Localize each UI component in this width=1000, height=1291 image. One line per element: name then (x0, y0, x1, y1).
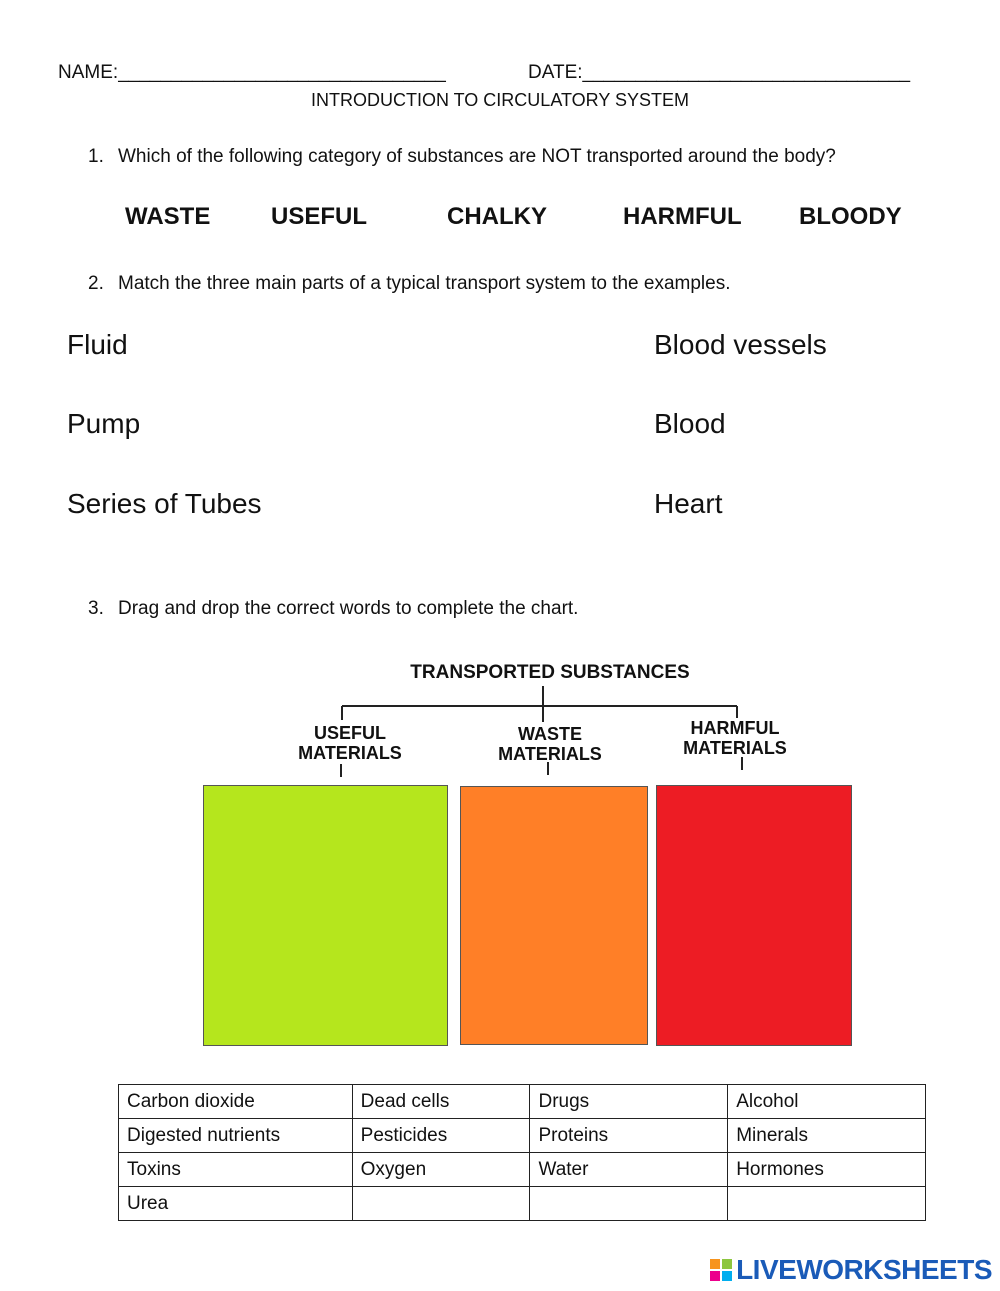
liveworksheets-logo-text: LIVEWORKSHEETS (736, 1254, 992, 1285)
word-bank-table (118, 1084, 926, 1221)
word-digested-nutrients[interactable]: Digested nutrients (119, 1119, 353, 1153)
empty-cell (530, 1187, 728, 1221)
category-label-waste (480, 724, 620, 764)
date-blank-line: _______________________________ (582, 62, 911, 83)
liveworksheets-logo (710, 1252, 992, 1288)
category-label-waste-line1: WASTE (517, 724, 582, 744)
word-carbon-dioxide[interactable]: Carbon dioxide (119, 1085, 353, 1119)
word-dead-cells[interactable]: Dead cells (352, 1085, 530, 1119)
category-label-harmful (665, 718, 805, 758)
option-bloody[interactable]: BLOODY (799, 203, 902, 230)
option-harmful[interactable]: HARMFUL (623, 203, 742, 230)
category-label-useful (280, 723, 420, 763)
word-toxins[interactable]: Toxins (119, 1153, 353, 1187)
word-proteins[interactable]: Proteins (530, 1119, 728, 1153)
category-label-useful-line1: USEFUL (314, 723, 386, 743)
question-1-text: Which of the following category of substances are NOT transported around the body? (118, 146, 836, 167)
liveworksheets-logo-icon (710, 1259, 732, 1281)
option-chalky[interactable]: CHALKY (447, 203, 547, 230)
category-label-useful-line2: MATERIALS (298, 743, 402, 763)
question-2-text: Match the three main parts of a typical transport system to the examples. (118, 273, 731, 294)
name-label: NAME: (58, 62, 119, 83)
category-label-harmful-line2: MATERIALS (683, 738, 787, 758)
date-label: DATE: (528, 62, 583, 83)
question-3-number: 3. (88, 598, 104, 619)
drop-zone-harmful-materials[interactable] (656, 785, 852, 1046)
category-label-harmful-line1: HARMFUL (690, 718, 780, 738)
match-right-heart[interactable]: Heart (654, 488, 723, 519)
word-urea[interactable]: Urea (119, 1187, 353, 1221)
drop-zone-useful-materials[interactable] (203, 785, 448, 1046)
chart-title: TRANSPORTED SUBSTANCES (410, 662, 690, 683)
word-drugs[interactable]: Drugs (530, 1085, 728, 1119)
word-water[interactable]: Water (530, 1153, 728, 1187)
word-minerals[interactable]: Minerals (728, 1119, 926, 1153)
table-row (119, 1187, 926, 1221)
table-row (119, 1085, 926, 1119)
category-label-waste-line2: MATERIALS (498, 744, 602, 764)
word-oxygen[interactable]: Oxygen (352, 1153, 530, 1187)
question-3-text: Drag and drop the correct words to complete the chart. (118, 598, 579, 619)
name-blank-line: _______________________________ (118, 62, 446, 83)
worksheet-title: INTRODUCTION TO CIRCULATORY SYSTEM (310, 90, 690, 110)
table-row (119, 1153, 926, 1187)
word-hormones[interactable]: Hormones (728, 1153, 926, 1187)
table-row (119, 1119, 926, 1153)
empty-cell (728, 1187, 926, 1221)
empty-cell (352, 1187, 530, 1221)
question-2-number: 2. (88, 273, 104, 294)
option-useful[interactable]: USEFUL (271, 203, 367, 230)
match-right-blood[interactable]: Blood (654, 408, 726, 439)
word-pesticides[interactable]: Pesticides (352, 1119, 530, 1153)
match-right-blood-vessels[interactable]: Blood vessels (654, 329, 827, 360)
match-left-pump[interactable]: Pump (67, 408, 141, 439)
option-waste[interactable]: WASTE (125, 203, 211, 230)
question-1-number: 1. (88, 146, 104, 167)
match-left-series-of-tubes[interactable]: Series of Tubes (67, 488, 262, 519)
match-left-fluid[interactable]: Fluid (67, 329, 128, 360)
drop-zone-waste-materials[interactable] (460, 786, 648, 1045)
word-alcohol[interactable]: Alcohol (728, 1085, 926, 1119)
